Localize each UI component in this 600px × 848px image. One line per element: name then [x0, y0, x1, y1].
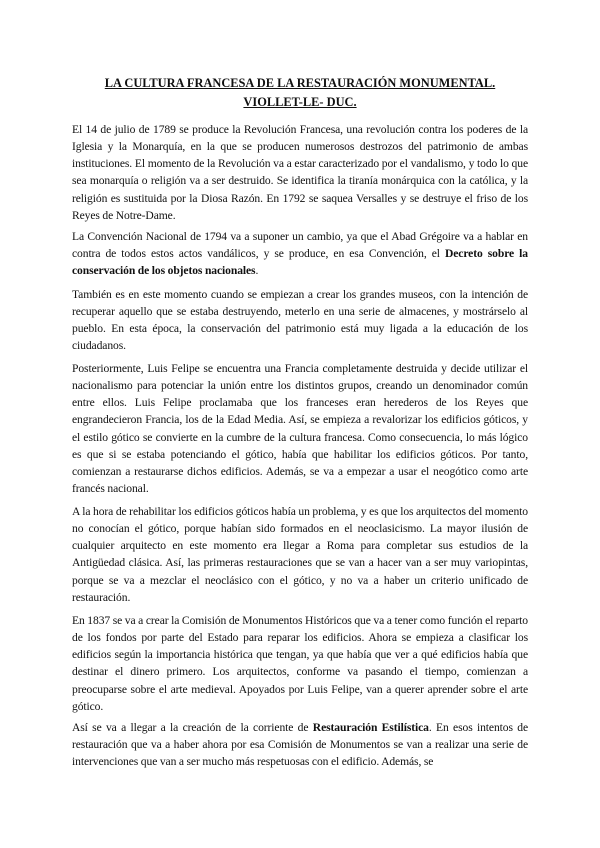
- paragraph-convencion-nacional: [72, 228, 528, 279]
- bold-term-decreto: Decreto sobre la conservación de los objetos nacionales: [72, 247, 529, 278]
- paragraph-text: Así se va a llegar a la creación de la corriente de: [72, 721, 313, 734]
- paragraph-luis-felipe: Posteriormente, Luis Felipe se encuentra una Francia completamente destruida y decide utilizar el nacionalismo para potenciar la unión entre los distintos grupos, creando un denominador común entre ellos. Luis Felipe proclamaba que los franceses eran herederos de los Reyes que engrandecieron Francia, los de la Edad Media. Así, se empieza a revalorizar los edificios góticos, y el estilo gótico se convierte en la cumbre de la cultura francesa. Como consecuencia, lo más lógico es que si se estaba potenciando el gótico, había que habilitar los edificios góticos. Por tanto, comienzan a restaurarse dichos edificios. Además, se va a empezar a usar el neogótico como arte francés nacional.: [72, 362, 528, 496]
- paragraph-text: .: [255, 264, 259, 278]
- bold-term-restauracion-estilistica: Restauración Estilística: [312, 721, 429, 734]
- paragraph-text: . En esos intentos de restauración que va a haber ahora por esa Comisión de Monumentos se van a realizar una serie de intervenciones que van a ser mucho más respetuosas con el edificio. Además, se: [72, 721, 528, 769]
- document-title: LA CULTURA FRANCESA DE LA RESTAURACIÓN MONUMENTAL.: [104, 76, 496, 90]
- paragraph-comision-monumentos: En 1837 se va a crear la Comisión de Monumentos Históricos que va a tener como función el reparto de los fondos por parte del Estado para reparar los edificios. Ahora se empieza a clasificar los edificios según la importancia histórica que tengan, ya que había que ver a qué edificios había que destinar el dinero primero. Los arquitectos, conforme va pasando el tiempo, comienzan a preocuparse sobre el arte medieval. Apoyados por Luis Felipe, van a querer aprender sobre el arte gótico.: [72, 614, 528, 713]
- paragraph-revolucion-francesa: El 14 de julio de 1789 se produce la Revolución Francesa, una revolución contra los poderes de la Iglesia y la Monarquía, en la que se producen numerosos destrozos del patrimonio de ambas instituciones. El momento de la Revolución va a estar caracterizado por el vandalismo, y todo lo que sea monarquía o religión va a ser destruido. Se identifica la tiranía monárquica con la católica, y la religión es sustituida por la Diosa Razón. En 1792 se saquea Versalles y se destruye el friso de los Reyes de Notre-Dame.: [72, 123, 528, 222]
- paragraph-restauracion-estilistica: [72, 719, 528, 770]
- paragraph-rehabilitar-goticos: A la hora de rehabilitar los edificios góticos había un problema, y es que los arquitectos del momento no conocían el gótico, porque habían sido formados en el neoclasicismo. La mayor ilusión de cualquier arquitecto en este momento era llegar a Roma para completar sus estudios de la Antigüedad clásica. Así, las primeras restauraciones que se van a hacer van a ser muy variopintas, porque se va a mezclar el neoclásico con el gótico, y no va a haber un criterio unificado de restauración.: [72, 505, 528, 604]
- paragraph-text: La Convención Nacional de 1794 va a suponer un cambio, ya que el Abad Grégoire va a hablar en contra de todos estos actos vandálicos, y se produce, en esa Convención, el: [72, 230, 528, 261]
- document-subtitle: VIOLLET-LE- DUC.: [243, 95, 357, 109]
- paragraph-grandes-museos: También es en este momento cuando se empiezan a crear los grandes museos, con la intención de recuperar aquello que se estaba destruyendo, meterlo en una serie de almacenes, y mostrárselo al pueblo. En esta época, la conservación del patrimonio está muy ligada a la educación de los ciudadanos.: [72, 288, 528, 353]
